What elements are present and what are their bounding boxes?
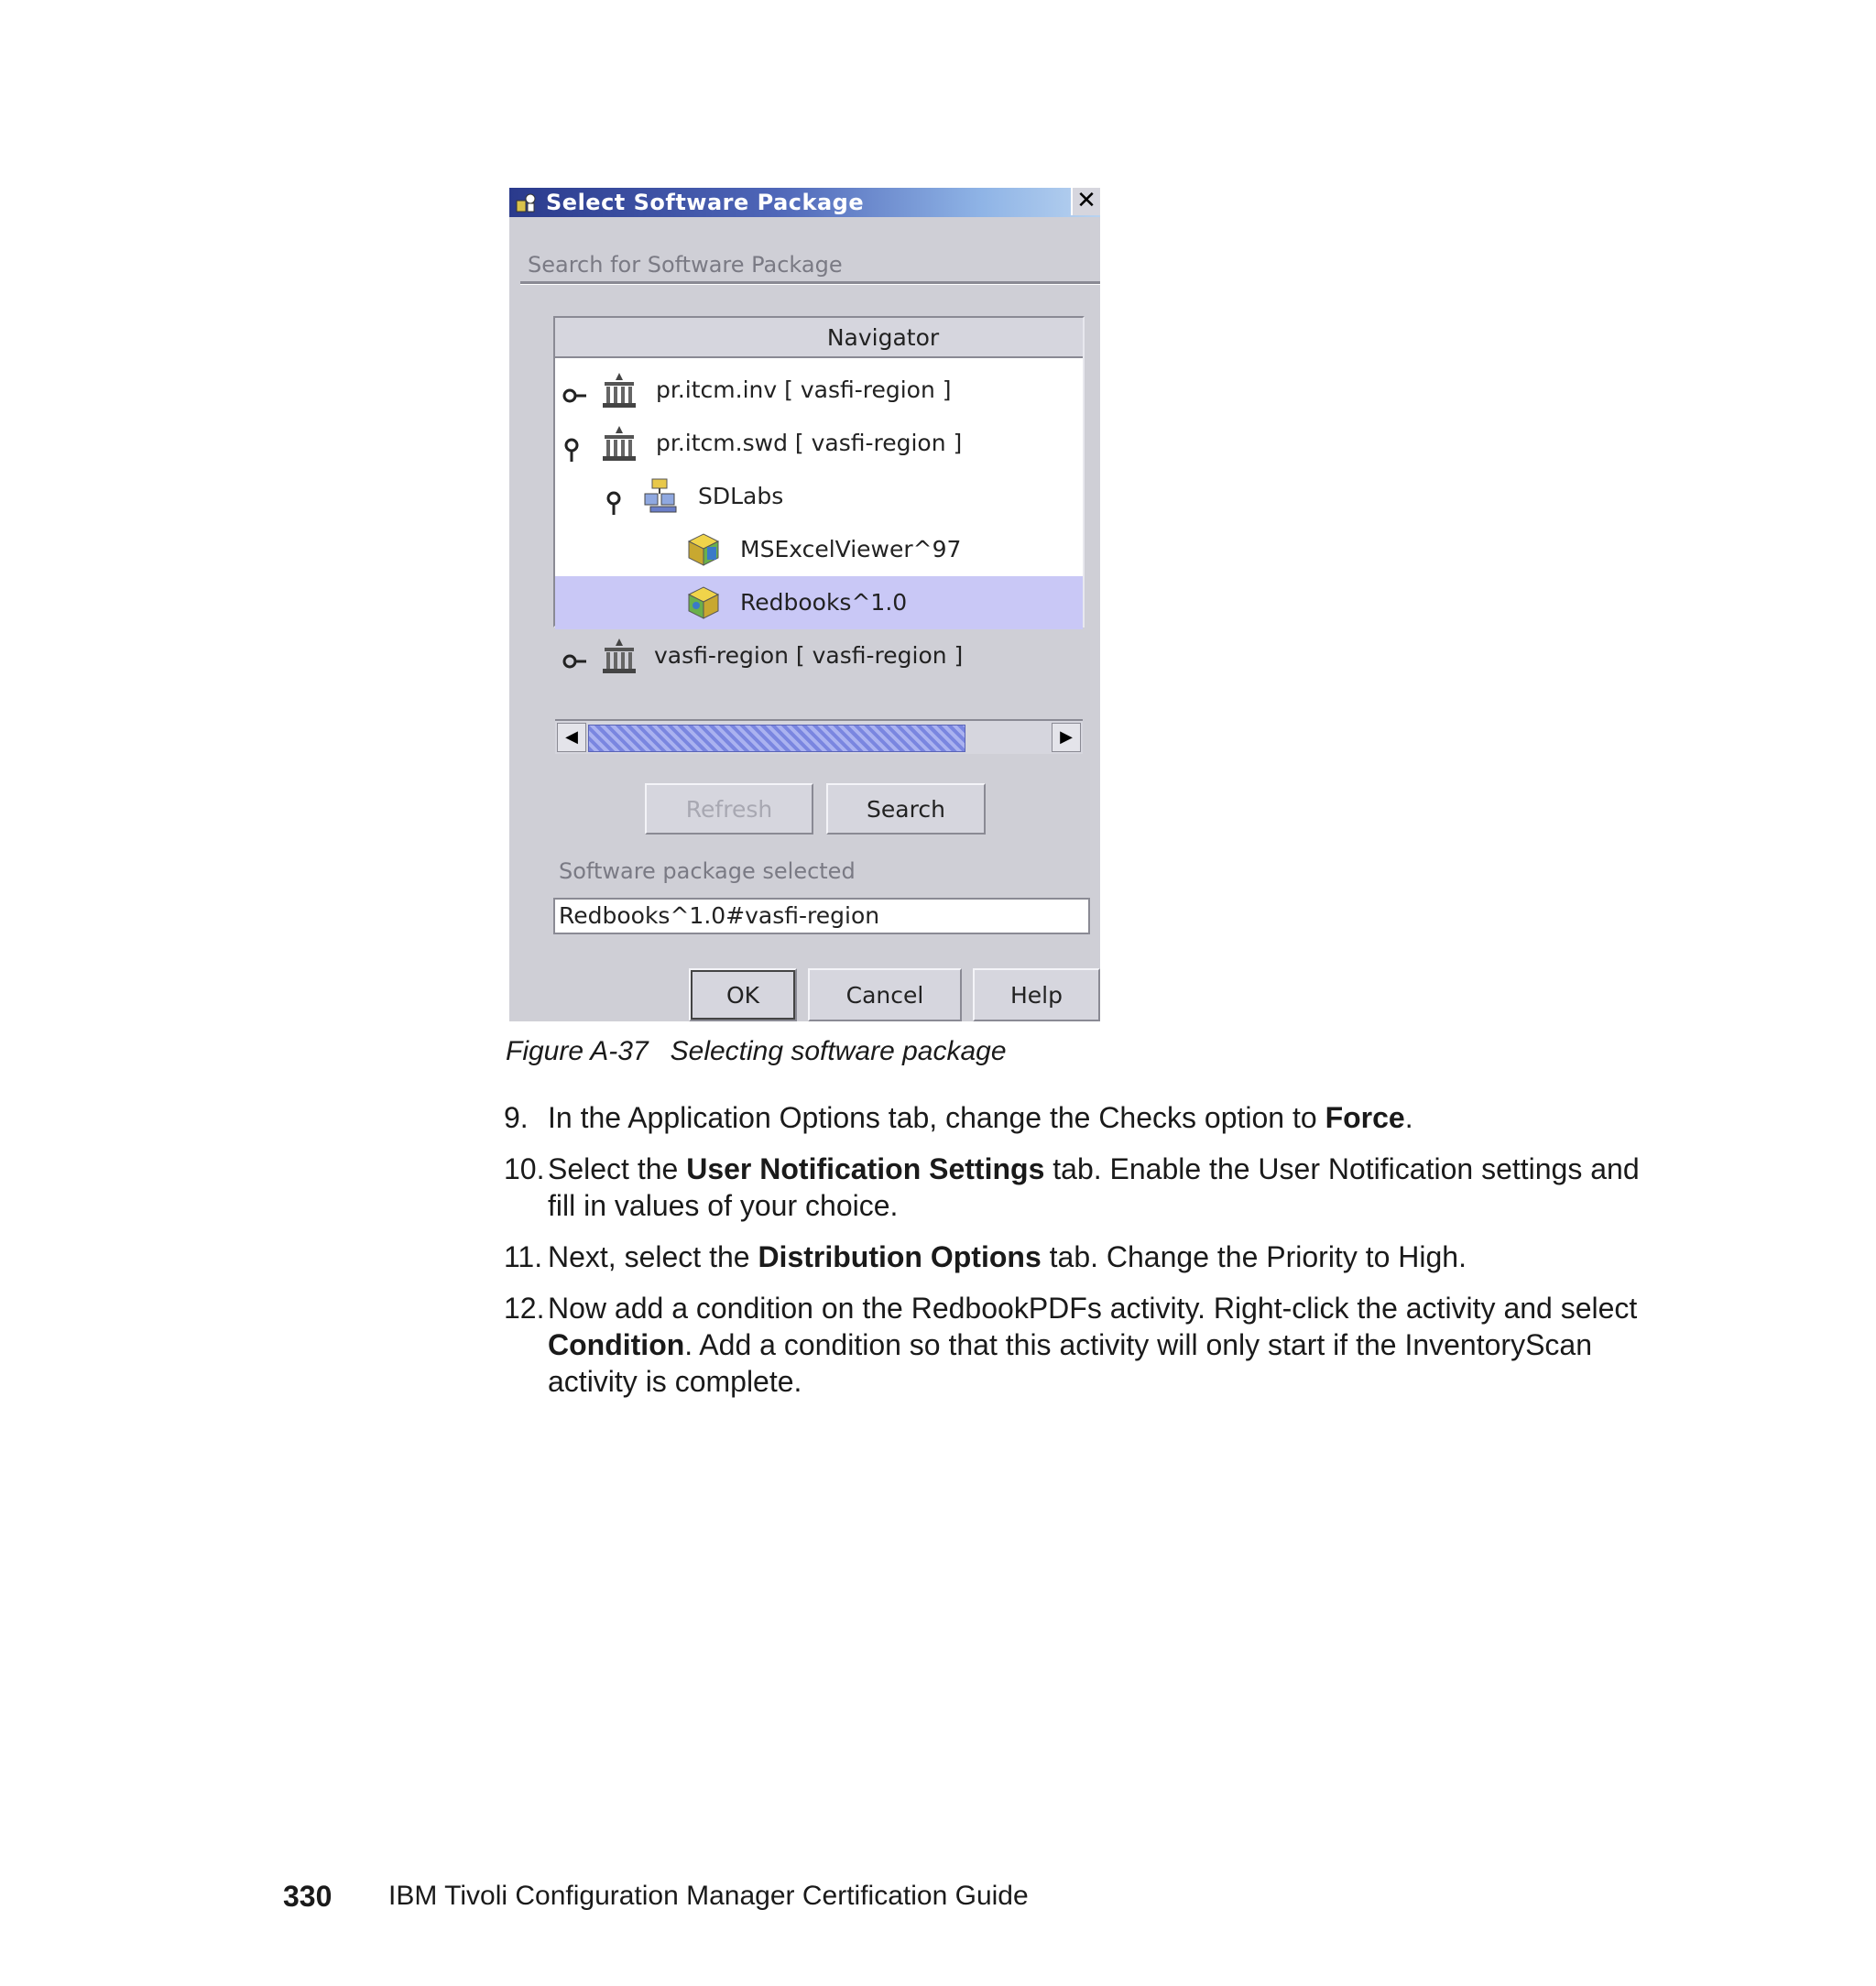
step-bold-text: Distribution Options: [758, 1240, 1042, 1273]
step-text: Select the: [548, 1152, 687, 1185]
dialog-title: Select Software Package: [546, 190, 865, 215]
step-list: [504, 1099, 1658, 1414]
step-item: [504, 1151, 1658, 1224]
step-number: 10.: [504, 1152, 545, 1185]
horizontal-scrollbar[interactable]: [555, 719, 1083, 754]
expanded-key-icon[interactable]: [561, 430, 588, 455]
step-number: 9.: [504, 1101, 529, 1134]
tree-node-pr-itcm-swd[interactable]: [555, 417, 1083, 470]
software-package-icon: [683, 530, 724, 569]
dialog-titlebar[interactable]: [509, 188, 1100, 217]
step-text: . Add a condition so that this activity will only start if the InventoryScan activity is complete.: [548, 1328, 1592, 1398]
tree-node-msexcelviewer[interactable]: [555, 523, 1083, 576]
step-item: [504, 1099, 1658, 1136]
cancel-button[interactable]: Cancel: [808, 968, 962, 1021]
figure-caption: [506, 1036, 1007, 1067]
ok-button[interactable]: OK: [689, 968, 797, 1021]
tree-node-label: pr.itcm.swd [ vasfi-region ]: [656, 430, 963, 456]
tree-node-label: vasfi-region [ vasfi-region ]: [654, 642, 964, 669]
page-number: 330: [283, 1880, 333, 1913]
policy-region-icon: [599, 371, 639, 409]
tree-node-label: MSExcelViewer^97: [740, 536, 962, 562]
software-package-selected-label: Software package selected: [559, 858, 856, 884]
step-text: tab. Change the Priority to High.: [1041, 1240, 1467, 1273]
navigator-header: [555, 318, 1083, 358]
navigator-header-label: Navigator: [826, 324, 940, 351]
step-text: Next, select the: [548, 1240, 758, 1273]
step-item: [504, 1290, 1658, 1400]
scroll-right-icon[interactable]: ▶: [1052, 723, 1081, 752]
policy-region-icon: [599, 637, 639, 675]
help-button[interactable]: Help: [973, 968, 1100, 1021]
section-divider: [520, 281, 1100, 285]
step-bold-text: Force: [1325, 1101, 1405, 1134]
step-text: Now add a condition on the RedbookPDFs activity. Right-click the activity and select: [548, 1292, 1638, 1325]
step-text: tab. Enable the User Notification settings and fill in values of your choice.: [548, 1152, 1640, 1222]
app-icon: [515, 191, 539, 213]
step-text: .: [1404, 1101, 1413, 1134]
tree-node-label: pr.itcm.inv [ vasfi-region ]: [656, 376, 952, 403]
step-bold-text: User Notification Settings: [686, 1152, 1045, 1185]
policy-region-icon: [599, 424, 639, 463]
step-bold-text: Condition: [548, 1328, 685, 1361]
expanded-key-icon[interactable]: [603, 483, 630, 508]
software-package-selected-field[interactable]: Redbooks^1.0#vasfi-region: [553, 898, 1090, 934]
step-item: [504, 1239, 1658, 1275]
scroll-thumb[interactable]: [588, 725, 965, 752]
navigator-tree[interactable]: [553, 316, 1085, 747]
step-number: 12.: [504, 1292, 545, 1325]
step-number: 11.: [504, 1240, 543, 1273]
step-text: In the Application Options tab, change the Checks option to: [548, 1101, 1325, 1134]
collapsed-key-icon[interactable]: [562, 376, 590, 402]
figure-title: Selecting software package: [670, 1036, 1007, 1066]
search-section-label: Search for Software Package: [528, 252, 843, 278]
book-title: IBM Tivoli Configuration Manager Certification Guide: [388, 1881, 1029, 1911]
search-button[interactable]: Search: [826, 783, 986, 835]
tree-node-label: SDLabs: [698, 483, 784, 509]
profile-manager-icon: [641, 477, 682, 516]
tree-node-label: Redbooks^1.0: [740, 589, 908, 616]
tree-node-redbooks[interactable]: [555, 576, 1083, 629]
tree-node-vasfi-region[interactable]: [555, 629, 1083, 682]
figure-number: Figure A-37: [506, 1036, 649, 1066]
tree-node-sdlabs[interactable]: [555, 470, 1083, 523]
tree-node-pr-itcm-inv[interactable]: [555, 364, 1083, 417]
software-package-icon: [683, 584, 724, 622]
refresh-button[interactable]: Refresh: [645, 783, 813, 835]
close-icon[interactable]: ✕: [1071, 188, 1100, 215]
collapsed-key-icon[interactable]: [562, 642, 590, 668]
scroll-left-icon[interactable]: ◀: [557, 723, 586, 752]
select-software-package-dialog: [509, 188, 1100, 1021]
